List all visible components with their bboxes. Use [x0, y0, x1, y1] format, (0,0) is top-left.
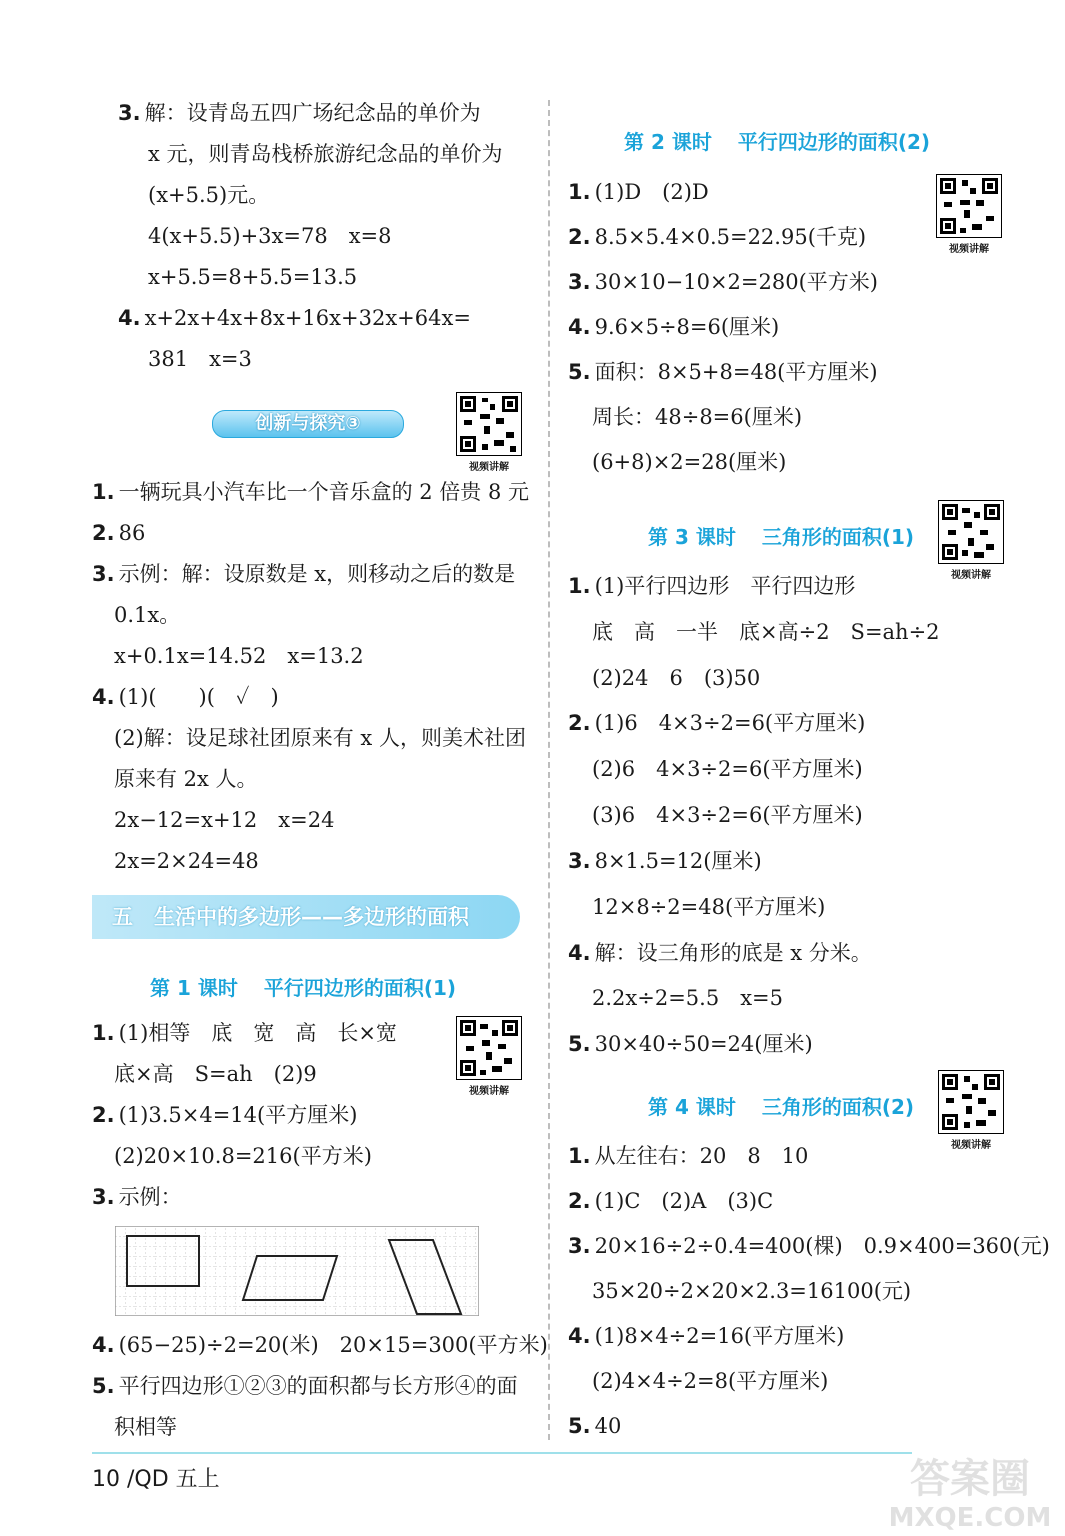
answer-line: (6+8)×2=28(厘米): [592, 450, 787, 474]
qr-caption: 视频讲解: [469, 462, 509, 473]
qr-caption: 视频讲解: [469, 1086, 509, 1097]
qr-caption: 视频讲解: [951, 1140, 991, 1151]
answer-3: 3. 8×1.5=12(厘米): [568, 849, 762, 873]
answer-4: 4. (1)( )( ✓ ): [92, 685, 279, 709]
answer-4: 4. x+2x+4x+8x+16x+32x+64x=: [118, 306, 471, 330]
unit-banner: 五 生活中的多边形——多边形的面积: [92, 895, 520, 939]
answer-2: 2. 86: [92, 521, 146, 545]
qr-code[interactable]: [938, 1070, 1004, 1150]
qr-code[interactable]: [456, 392, 522, 472]
answer-line: 381 x=3: [148, 347, 252, 371]
answer-2: 2. (1)C (2)A (3)C: [568, 1189, 774, 1213]
lesson-title-3: 第 3 课时 三角形的面积(1): [648, 525, 915, 549]
answer-3: 3. 示例：解：设原数是 x，则移动之后的数是: [92, 562, 516, 586]
qr-caption: 视频讲解: [949, 244, 989, 255]
qr-code-icon: [938, 500, 1004, 564]
answer-line: (2)4×4÷2=8(平方厘米): [592, 1369, 829, 1393]
answer-2: 2. (1)3.5×4=14(平方厘米): [92, 1103, 358, 1127]
qr-code-icon: [938, 1070, 1004, 1134]
watermark-top: 答案圈: [910, 1456, 1030, 1502]
answer-5: 5. 30×40÷50=24(厘米): [568, 1032, 813, 1056]
answer-line: x 元，则青岛栈桥旅游纪念品的单价为: [148, 142, 503, 166]
answer-1: 1. (1)D (2)D: [568, 180, 709, 204]
watermark-logo: [880, 1448, 1060, 1534]
answer-line: 2x=2×24=48: [114, 849, 259, 873]
answer-line: 2x−12=x+12 x=24: [114, 808, 335, 832]
answer-2: 2. (1)6 4×3÷2=6(平方厘米): [568, 711, 866, 735]
qr-code[interactable]: [456, 1016, 522, 1096]
answer-line: x+5.5=8+5.5=13.5: [148, 265, 358, 289]
answer-line: 原来有 2x 人。: [114, 767, 258, 791]
qr-code[interactable]: [938, 500, 1004, 580]
answer-1: 1. 一辆玩具小汽车比一个音乐盒的 2 倍贵 8 元: [92, 480, 530, 504]
grid-figure: [115, 1226, 479, 1316]
qr-caption: 视频讲解: [951, 570, 991, 581]
answer-line: (2)20×10.8=216(平方米): [114, 1144, 372, 1168]
watermark-bottom: MXQE.COM: [888, 1503, 1052, 1533]
qr-code-icon: [456, 392, 522, 456]
answer-line: x+0.1x=14.52 x=13.2: [114, 644, 364, 668]
answer-2: 2. 8.5×5.4×0.5=22.95(千克): [568, 225, 867, 249]
page-number: 10 /QD 五上: [92, 1467, 220, 1492]
qr-code-icon: [936, 174, 1002, 238]
footer-rule: [92, 1452, 912, 1454]
answer-line: 积相等: [114, 1415, 177, 1439]
answer-4: 4. 解：设三角形的底是 x 分米。: [568, 941, 872, 965]
answer-line: (2)6 4×3÷2=6(平方厘米): [592, 757, 863, 781]
answer-line: (3)6 4×3÷2=6(平方厘米): [592, 803, 863, 827]
answer-line: 周长：48÷8=6(厘米): [592, 405, 803, 429]
answer-5: 5. 40: [568, 1414, 622, 1438]
answer-line: 4(x+5.5)+3x=78 x=8: [148, 224, 392, 248]
answer-line: 35×20÷2×20×2.3=16100(元): [592, 1279, 912, 1303]
answer-1: 1. 从左往右：20 8 10: [568, 1144, 809, 1168]
answer-3: 3. 30×10−10×2=280(平方米): [568, 270, 878, 294]
answer-line: 底×高 S=ah (2)9: [114, 1062, 317, 1086]
lesson-title-1: 第 1 课时 平行四边形的面积(1): [150, 976, 457, 1000]
answer-4: 4. (1)8×4÷2=16(平方厘米): [568, 1324, 845, 1348]
answer-line: (2)24 6 (3)50: [592, 666, 761, 690]
answer-4: 4. (65−25)÷2=20(米) 20×15=300(平方米): [92, 1333, 548, 1357]
lesson-title-4: 第 4 课时 三角形的面积(2): [648, 1095, 915, 1119]
answer-4: 4. 9.6×5÷8=6(厘米): [568, 315, 780, 339]
answer-line: (x+5.5)元。: [148, 183, 270, 207]
qr-code-icon: [456, 1016, 522, 1080]
answer-line: 2.2x÷2=5.5 x=5: [592, 986, 783, 1010]
answer-3: 3. 示例：: [92, 1185, 182, 1209]
answer-line: 12×8÷2=48(平方厘米): [592, 895, 826, 919]
answer-5: 5. 面积：8×5+8=48(平方厘米): [568, 360, 878, 384]
section-banner-innovation: 创新与探究③: [212, 410, 404, 438]
column-divider: [548, 100, 550, 1440]
answer-1: 1. (1)相等 底 宽 高 长×宽: [92, 1021, 397, 1045]
qr-code[interactable]: [936, 174, 1002, 254]
lesson-title-2: 第 2 课时 平行四边形的面积(2): [624, 130, 931, 154]
answer-3: 3. 解：设青岛五四广场纪念品的单价为: [118, 101, 481, 125]
answer-line: 底 高 一半 底×高÷2 S=ah÷2: [592, 620, 940, 644]
answer-line: (2)解：设足球社团原来有 x 人，则美术社团: [114, 726, 526, 750]
answer-5: 5. 平行四边形①②③的面积都与长方形④的面: [92, 1374, 518, 1398]
answer-3: 3. 20×16÷2÷0.4=400(棵) 0.9×400=360(元): [568, 1234, 1050, 1258]
answer-1: 1. (1)平行四边形 平行四边形: [568, 574, 856, 598]
answer-line: 0.1x。: [114, 603, 181, 627]
